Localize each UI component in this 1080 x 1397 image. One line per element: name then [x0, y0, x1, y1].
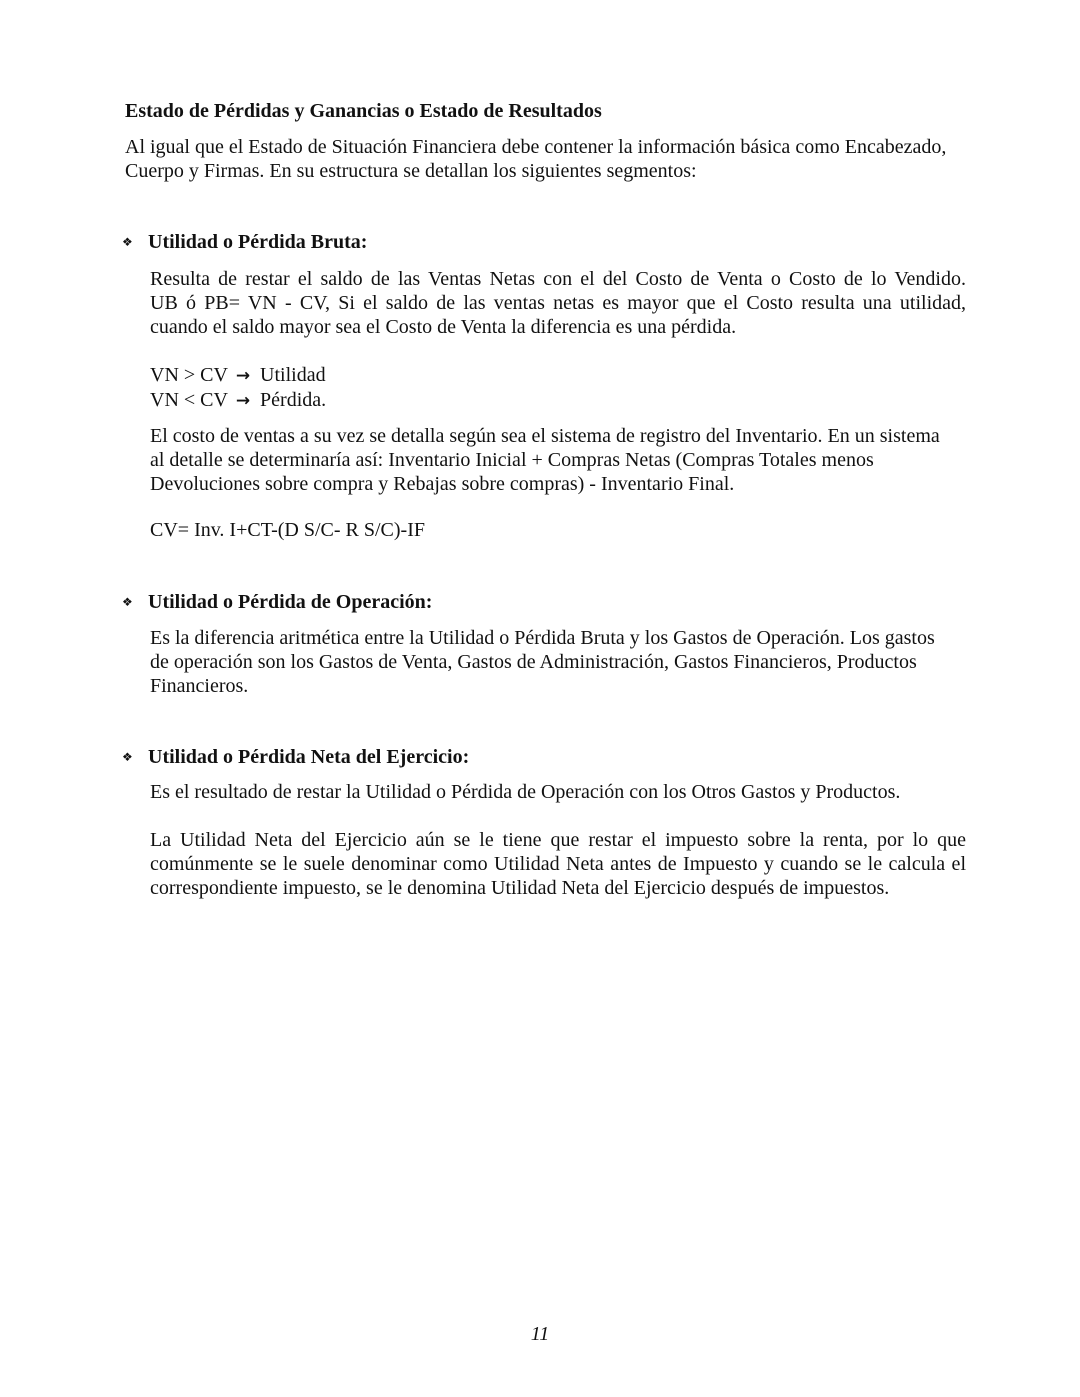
bruta-paragraph-1: [150, 267, 966, 339]
page-title: Estado de Pérdidas y Ganancias o Estado de Resultados: [125, 100, 602, 122]
section-heading-bruta: [122, 230, 367, 254]
neta-paragraph-1: [150, 780, 966, 804]
diamond-bullet-icon: ❖: [122, 750, 133, 764]
paragraph-line: UB ó PB= VN - CV, Si el saldo de las ventas netas es mayor que el Costo resulta una utilidad,: [150, 292, 966, 314]
intro-line: Al igual que el Estado de Situación Financiera debe contener la información básica como Encabezado,: [125, 136, 947, 158]
section-heading-text: Utilidad o Pérdida Bruta:: [148, 231, 368, 253]
paragraph-line: Es la diferencia aritmética entre la Utilidad o Pérdida Bruta y los Gastos de Operación. Los gastos: [150, 627, 935, 649]
rule-line: [150, 388, 966, 413]
rule-right: Pérdida.: [260, 389, 327, 411]
paragraph-line: Resulta de restar el saldo de las Ventas Netas con el del Costo de Venta o Costo de lo Vendido.: [150, 268, 966, 290]
paragraph-line: El costo de ventas a su vez se detalla según sea el sistema de registro del Inventario. En un sistema: [150, 425, 940, 447]
rule-left: VN > CV: [150, 364, 228, 386]
bruta-formula: [150, 518, 966, 542]
neta-paragraph-2: [150, 828, 966, 900]
diamond-bullet-icon: ❖: [122, 235, 133, 249]
intro-paragraph: [125, 135, 970, 183]
paragraph-line: Financieros.: [150, 675, 249, 697]
formula-line: CV= Inv. I+CT-(D S/C- R S/C)-IF: [150, 519, 425, 541]
paragraph-line: cuando el saldo mayor sea el Costo de Venta la diferencia es una pérdida.: [150, 316, 737, 338]
intro-line: Cuerpo y Firmas. En su estructura se detallan los siguientes segmentos:: [125, 160, 697, 182]
right-arrow-icon: →: [229, 366, 257, 386]
paragraph-line: Es el resultado de restar la Utilidad o Pérdida de Operación con los Otros Gastos y Productos.: [150, 781, 901, 803]
paragraph-line: Devoluciones sobre compra y Rebajas sobre compras) - Inventario Final.: [150, 473, 735, 495]
right-arrow-icon: →: [229, 391, 257, 411]
paragraph-line: al detalle se determinaría así: Inventario Inicial + Compras Netas (Compras Totales menos: [150, 449, 874, 471]
page-number: 11: [530, 1323, 550, 1345]
bruta-rules: [150, 363, 966, 413]
rule-left: VN < CV: [150, 389, 228, 411]
operacion-paragraph: [150, 626, 966, 698]
paragraph-line: comúnmente se le suele denominar como Utilidad Neta antes de Impuesto y cuando se le calcula el: [150, 853, 966, 875]
section-heading-operacion: [122, 590, 432, 614]
rule-right: Utilidad: [260, 364, 326, 386]
section-heading-neta: [122, 745, 469, 769]
paragraph-line: de operación son los Gastos de Venta, Gastos de Administración, Gastos Financieros, Productos: [150, 651, 917, 673]
paragraph-line: La Utilidad Neta del Ejercicio aún se le tiene que restar el impuesto sobre la renta, por lo que: [150, 829, 966, 851]
paragraph-line: correspondiente impuesto, se le denomina Utilidad Neta del Ejercicio después de impuestos.: [150, 877, 890, 899]
bruta-paragraph-2: [150, 424, 966, 496]
rule-line: [150, 363, 966, 388]
diamond-bullet-icon: ❖: [122, 595, 133, 609]
section-heading-text: Utilidad o Pérdida Neta del Ejercicio:: [148, 746, 470, 768]
section-heading-text: Utilidad o Pérdida de Operación:: [148, 591, 433, 613]
